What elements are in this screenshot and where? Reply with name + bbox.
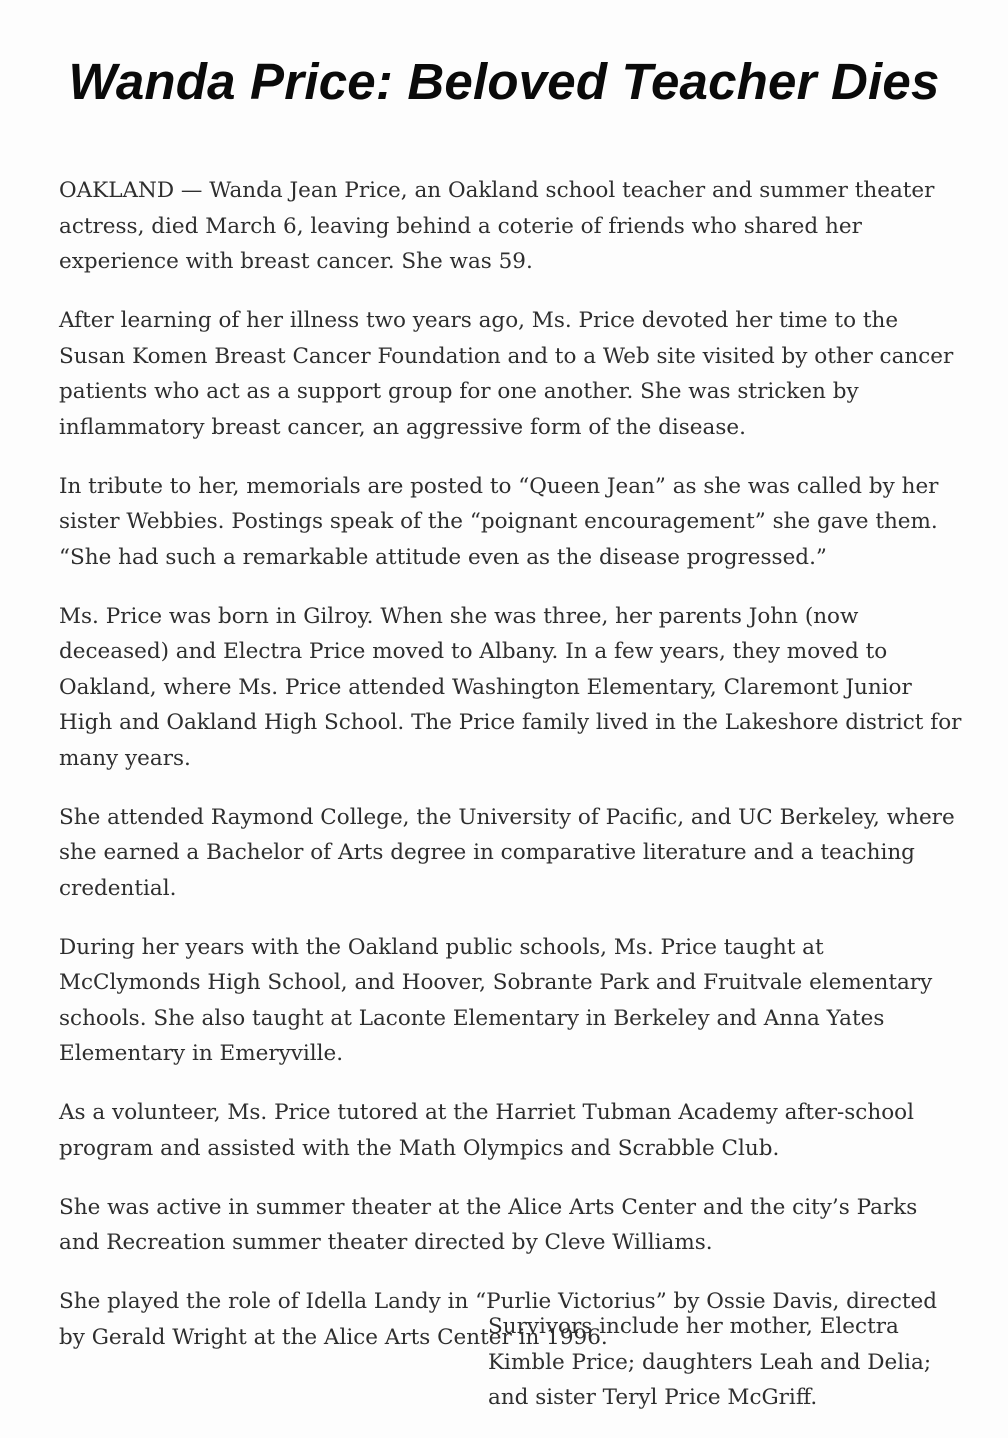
paragraph-theater: She was active in summer theater at the Alice Arts Center and the city’s Parks and Recreation summer theater directed by Cleve Williams. (59, 1194, 918, 1255)
paragraph-illness: After learning of her illness two years ago, Ms. Price devoted her time to the Susan Komen Breast Cancer Foundation and to a Web site visited by other cancer patients who act as a support group for one another. She was stricken by inflammatory breast cancer, an aggressive form of the disease. (59, 308, 954, 440)
paragraph-role: She played the role of Idella Landy in “Purlie Victorius” by Ossie Davis, directed by Gerald Wright at the Alice Arts Center in 1996. (59, 1289, 937, 1350)
paragraph-teaching-career: During her years with the Oakland public schools, Ms. Price taught at McClymonds High School, and Hoover, Sobrante Park and Fruitvale elementary schools. She also taught at Laconte Elementary in Berkeley and Anna Yates Elementary in Emeryville. (59, 934, 933, 1066)
survivors-paragraph (488, 1309, 968, 1416)
paragraph-tribute: In tribute to her, memorials are posted to “Queen Jean” as she was called by her sister Webbies. Postings speak of the “poignant encouragement” she gave them. “She had such a remarkable attitude even as the disease progressed.” (59, 473, 939, 570)
survivors-line: and sister Teryl Price McGriff. (488, 1385, 818, 1410)
paragraph-early-life: Ms. Price was born in Gilroy. When she was three, her parents John (now deceased) and Electra Price moved to Albany. In a few years, they moved to Oakland, where Ms. Price attended Washington Elementary, Claremont Junior High and Oakland High School. The Price family lived in the Lakeshore district for many years. (59, 603, 962, 771)
paragraph-intro: OAKLAND — Wanda Jean Price, an Oakland school teacher and summer theater actress, died March 6, leaving behind a coterie of friends who shared her experience with breast cancer. She was 59. (59, 178, 935, 274)
article-body (59, 173, 964, 1379)
headline: Wanda Price: Beloved Teacher Dies (68, 53, 940, 110)
paragraph-volunteer: As a volunteer, Ms. Price tutored at the Harriet Tubman Academy after-school program and assisted with the Math Olympics and Scrabble Club. (59, 1100, 914, 1161)
survivors-line: Survivors include her mother, Electra (488, 1314, 899, 1339)
paragraph-education: She attended Raymond College, the University of Pacific, and UC Berkeley, where she earned a Bachelor of Arts degree in comparative literature and a teaching credential. (59, 804, 955, 901)
survivors-line: Kimble Price; daughters Leah and Delia; (488, 1349, 932, 1375)
